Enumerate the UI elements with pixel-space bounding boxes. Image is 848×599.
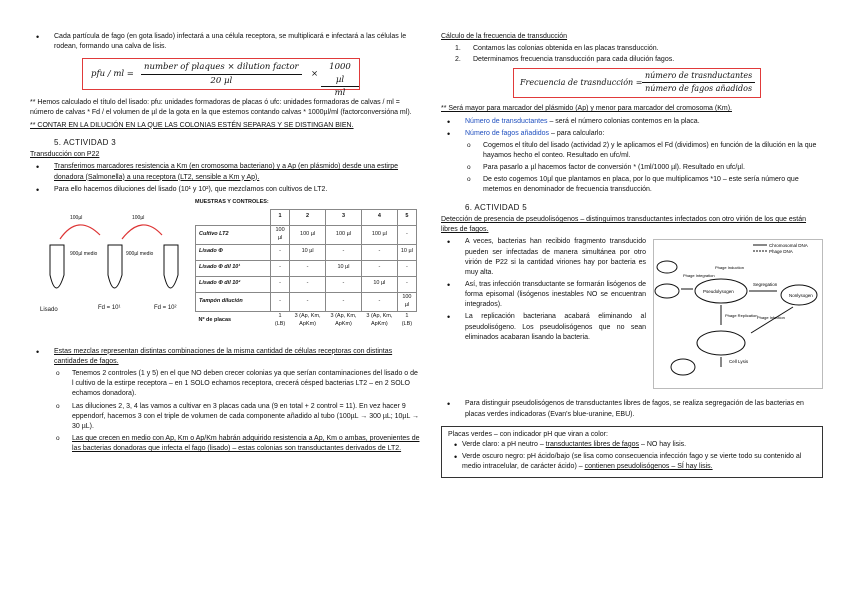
volume-label-1: 100µl [70, 214, 83, 221]
controls-sub-bullet: o Tenemos 2 controles (1 y 5) en el que NO deben crecer colonias ya que serían contaminaciones del lisado o de l cultivo de la estirpe receptora – en 1 SOLO echamos receptora, crecerá césped bacterias LT2 – en 2 SOLO echamos donadora). [30, 369, 420, 399]
step-1: 1. Contamos las colonias obtenida en las placas transducción. [455, 45, 659, 53]
pseudolysogen-diagram [653, 239, 823, 389]
segregation-bullet: • Para distinguir pseudolisógenos de transductantes libres de fagos, se realiza segregación de las bacterias en placas verdes indicadoras (Evan's blue-uranine, EBU). [441, 399, 823, 419]
lysis-label: Cell Lysis [729, 359, 749, 365]
replication-bullet: • La replicación bacteriana acabará eliminando al pseudolisógeno. Los pseudolisógenos que no sean eliminados acabaran lisando la bacteria. [441, 312, 646, 342]
dilutions-bullet: • Para ello hacemos diluciones del lisado (10¹ y 10²), que mezclamos con cultivos de LT2. [30, 185, 420, 195]
phages-added-bullet: • Número de fagos añadidos – para calcularlo: [441, 129, 823, 139]
activity-3-heading: 5. ACTIVIDAD 3 [54, 137, 116, 147]
light-green-bullet: • Verde claro: a pH neutro – transductantes libres de fagos – NO hay lisis. [448, 440, 816, 450]
tube-1-icon [50, 245, 64, 288]
arrow-2 [122, 225, 162, 239]
medium-label-2: 900µl medio [126, 250, 154, 257]
table-row: Tampón dilución - - - - 100 µl [196, 292, 417, 311]
pfu-lhs: pfu / ml = [91, 69, 134, 80]
dark-green-bullet: • Verde oscuro negro: pH ácido/bajo (se lisa como consecuencia infección fago y se vierte todo su contenido al medio intracelular, de carácter ácido) – contienen pseudolisógenos – SÍ hay lisis. [448, 452, 816, 472]
simultaneous-infection-bullet: • A veces, bacterias han recibido fragmento transducido pueden ser infectadas de manera simultánea por otro virión de P22 si la cantidad viriones hay por bacteria es muy alta. [441, 237, 646, 278]
plasmid-note: ** Será mayor para marcador del plásmido (Ap) y menor para marcador del cromosoma (Km). [441, 105, 732, 113]
controls-table [195, 209, 417, 330]
segregation-label: Segregation [753, 282, 778, 288]
transduction-formula: Frecuencia de trasnducción = número de trasnductantes número de fagos añadidos [513, 68, 761, 98]
table-row: Lisado Φ - 10 µl - - 10 µl [196, 244, 417, 260]
legend-chromosomal: Chromosomal DNA [769, 243, 808, 249]
activity-5-heading: 6. ACTIVIDAD 5 [465, 202, 527, 212]
pfu-formula: pfu / ml = number of plaques × dilution factor 20 µl × 1000 µl ml [82, 58, 360, 90]
induction-label: Phage Induction [715, 265, 744, 271]
pseudolysogen-label: Pseudolysogen [703, 289, 734, 295]
lisado-label: Lisado [40, 306, 58, 313]
dilution-tubes-drawing [30, 205, 190, 315]
table-header-row: 1 2 3 4 5 [196, 209, 417, 225]
conversion-sub-bullet: o Para pasarlo a µl hacemos factor de conversión * (1ml/1000 µl). Resultado en ufc/µl. [441, 163, 823, 173]
activity-3-subtitle: Transducción con P22 [30, 151, 100, 159]
tube-3-icon [164, 245, 178, 288]
mixtures-bullet: • Estas mezclas representan distintas combinaciones de la misma cantidad de células receptoras con distintas cantidades de fagos. [30, 347, 420, 367]
resistance-sub-bullet: o Las que crecen en medio con Ap, Km o Ap/Km habrán adquirido resistencia a Ap, Km o ambas, provenientes de las bacterias donadoras que infecta el fago (lisado) – estas colonias son transductantes derivados de LT2. [30, 434, 420, 454]
left-column [30, 32, 420, 456]
conversion-fraction: 1000 µl ml [321, 61, 359, 99]
episomal-bullet: • Así, tras infección transductante se formarán lisógenos de forma episomal (lisógenos inestables NO se encuentran integrados). [441, 280, 646, 310]
calc-title: Cálculo de la frecuencia de transducción [441, 33, 568, 40]
plates-row: Nº de placas 1 (LB) 3 (Ap, Km, ApKm) 3 (Ap, Km, ApKm) 3 (Ap, Km, ApKm) 1 (LB) [198, 312, 413, 327]
nonlysogen-label: Nonlysogen [789, 293, 813, 299]
count-note: ** CONTAR EN LA DILUCIÓN EN LA QUE LAS COLONIAS ESTÉN SEPARAS Y SE DISTINGAN BIEN. [30, 121, 354, 129]
phage-particle-bullet: • Cada partícula de fago (en gota lisado) infectará a una célula receptora, se multiplicará e infectará a las células le rodean, formando una calva de lisis. [30, 32, 420, 52]
step-2: 2. Determinamos frecuencia transducción para cada dilución fagos. [455, 56, 675, 64]
arrow-1 [60, 225, 100, 239]
controls-table-wrap [195, 199, 417, 330]
fd2-label: Fd = 10² [154, 304, 177, 311]
table-row: Cultivo LT2 100 µl 100 µl 100 µl 100 µl - [196, 225, 417, 244]
tube-2-icon [108, 245, 122, 288]
integration-label: Phage Integration [683, 273, 715, 279]
replication-label: Phage Replication [725, 313, 758, 319]
pfu-fraction: number of plaques × dilution factor 20 µl [141, 61, 302, 87]
dilutions-sub-bullet: o Las diluciones 2, 3, 4 las vamos a cultivar en 3 placas cada una (9 en total + 2 control = 11). En vez hacer 9 eppendorf, hacemos 3 con el triple de volumen de cada componente añadido al tubo (100µL → 300 µL; 10µL → 30 µL). [30, 402, 420, 432]
pseudolysogen-section [441, 237, 823, 397]
titer-note: ** Hemos calculado el título del lisado: pfu: unidades formadoras de placas ó ufc: unidades formadoras de calvas / ml = número de calvas * Fd / el volumen de µl de la gota en la que estemos contando calvas * 1000µl/ml (factorconversióna ml). [30, 99, 412, 117]
pseudolysogen-intro: Detección de presencia de pseudolisógenos – distinguimos transductantes infectados con otro virión de los que están libres de fagos. [441, 216, 807, 234]
pseudolysogen-text [441, 237, 646, 344]
legend-phage: Phage DNA [769, 249, 793, 255]
dilution-figure [30, 199, 420, 347]
table-row: Lisado Φ dil 10² - - - 10 µl - [196, 276, 417, 292]
box-title: Placas verdes – con indicador pH que viran a color: [448, 430, 608, 438]
multiply-sub-bullet: o De esto cogemos 10µl que plantamos en placa, por lo que multiplicamos *10 – este sería número que metemos en denominador de frecuencia transducción. [441, 175, 823, 195]
transfer-bullet: • Transferimos marcadores resistencia a Km (en cromosoma bacteriano) y a Ap (en plásmido) desde una estirpe donadora (Salmonella) a una receptora (LT2, sensible a Km y Ap). [30, 162, 420, 182]
volume-label-2: 100µl [132, 214, 145, 221]
infection-label: Phage Infection [757, 315, 785, 321]
titer-sub-bullet: o Cogemos el título del lisado (actividad 2) y le aplicamos el Fd (dividimos) en función de la dilución en la que hayamos hecho el conteo. Resultado en ufc/ml. [441, 141, 823, 161]
medium-label-1: 900µl medio [70, 250, 98, 257]
controls-table-title: MUESTRAS Y CONTROLES: [195, 198, 269, 205]
right-column [441, 32, 823, 478]
transductants-bullet: • Número de transductantes – será el número colonias contemos en la placa. [441, 117, 823, 127]
table-row: Lisado Φ dil 10¹ - - 10 µl - - [196, 260, 417, 276]
green-plates-box [441, 426, 823, 479]
transduction-fraction: número de trasnductantes número de fagos añadidos [642, 70, 755, 94]
fd1-label: Fd = 10¹ [98, 304, 121, 311]
